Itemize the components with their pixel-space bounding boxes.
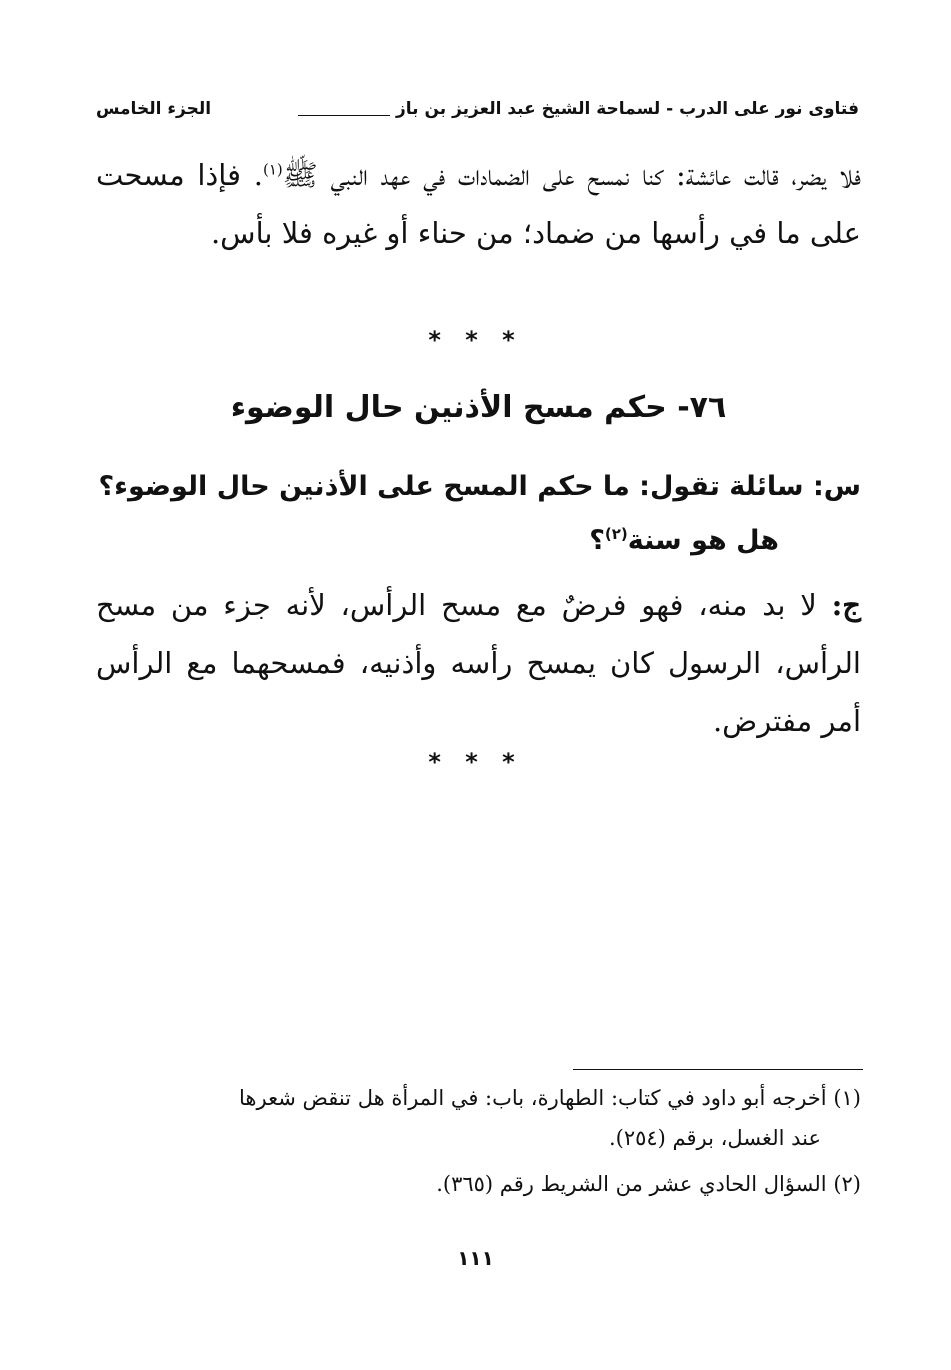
section-title: ٧٦- حكم مسح الأذنين حال الوضوء [230,390,727,425]
answer-label: ج: [831,588,861,622]
running-header [96,94,859,124]
header-volume: الجزء الخامس [96,99,212,119]
separator-stars-2: * * * [428,748,523,776]
header-dash-rule [298,115,390,116]
question-line-2: هل هو سنة [627,525,779,556]
footnotes-section [96,1078,861,1210]
separator-stars-1: * * * [428,326,523,354]
footnote-1-number: (١) [833,1086,861,1110]
footnote-2-text: السؤال الحادي عشر من الشريط رقم (٣٦٥). [436,1172,827,1196]
question-line-2-wrap [96,514,861,568]
question-label: س: [812,471,861,502]
footnote-divider [573,1069,863,1070]
footnote-2 [96,1164,861,1204]
answer-paragraph [96,576,861,750]
intro-paragraph [96,146,861,262]
intro-text: فلا يضر، قالت عائشة: كنا نمسح على الضمادات في عهد النبي ﷺ [282,158,861,192]
question-mark: ؟ [589,525,605,556]
answer-text: لا بد منه، فهو فرضٌ مع مسح الرأس، لأنه جزء من مسح الرأس، الرسول كان يمسح رأسه وأذنيه، فمسحهما مع الرأس أمر مفترض. [96,588,861,738]
footnote-ref-2[interactable]: (٢) [604,525,628,543]
header-book-title: فتاوى نور على الدرب - لسماحة الشيخ عبد العزيز بن باز [396,99,859,119]
footnote-1-text: أخرجه أبو داود في كتاب: الطهارة، باب: في المرأة هل تنقض شعرها [239,1086,827,1110]
page-number: ١١١ [457,1246,494,1270]
question-line-1: سائلة تقول: ما حكم المسح على الأذنين حال الوضوء؟ [98,471,804,502]
intro-text-end: . فإذا مسحت على ما في رأسها من ضماد؛ من حناء أو غيره فلا بأس. [96,158,861,250]
footnote-ref-1[interactable]: (١) [262,160,283,179]
footnote-1-continuation: عند الغسل، برقم (٢٥٤). [608,1126,821,1150]
footnote-1 [96,1078,861,1158]
footnote-2-number: (٢) [833,1172,861,1196]
question-block [96,460,861,568]
